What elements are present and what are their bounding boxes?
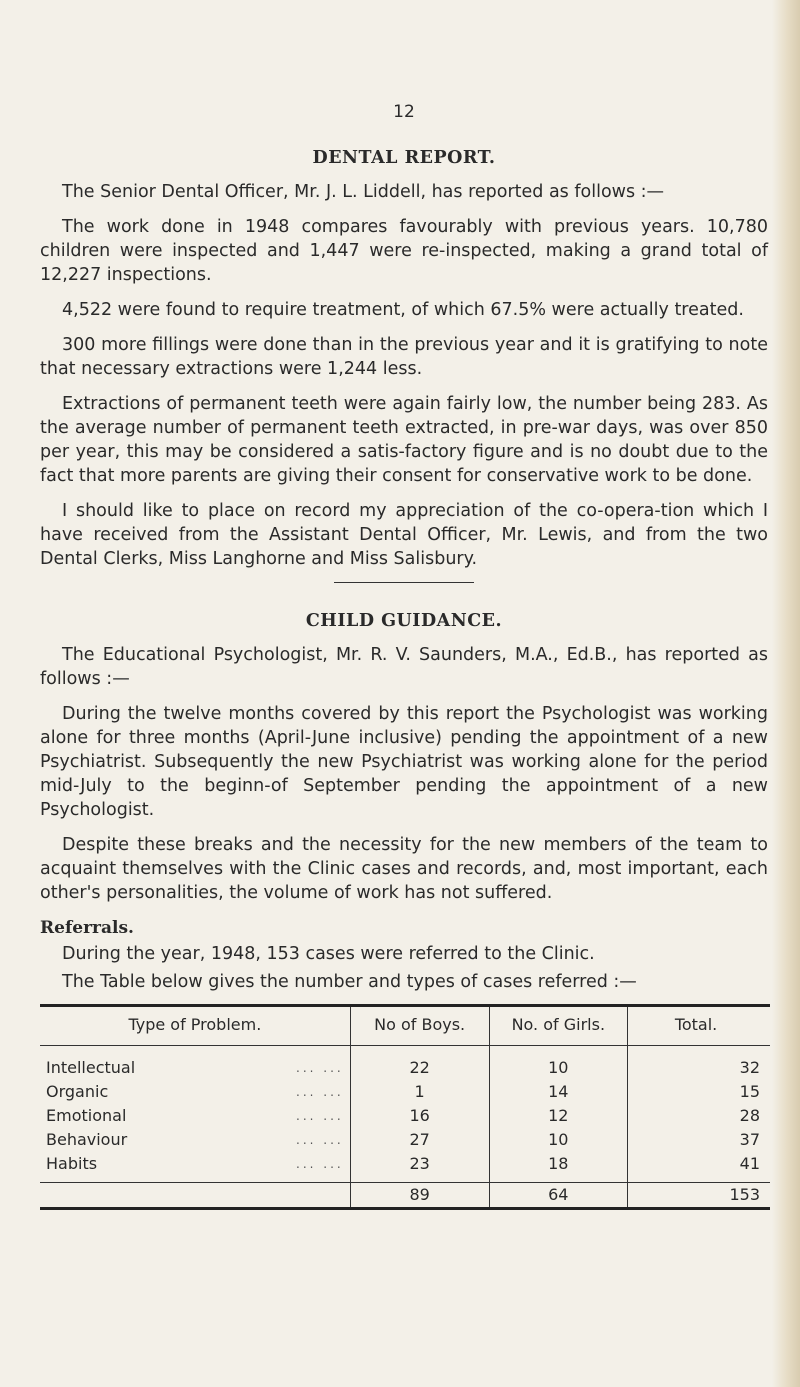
dot-leader: ... ... <box>296 1085 344 1099</box>
total-all: 153 <box>628 1183 770 1209</box>
table-header-row <box>40 1006 770 1046</box>
dot-leader: ... ... <box>296 1061 344 1075</box>
table-row <box>40 1104 770 1128</box>
row-girls: 10 <box>489 1046 628 1081</box>
row-boys: 23 <box>350 1152 489 1183</box>
table-row <box>40 1080 770 1104</box>
row-boys: 1 <box>350 1080 489 1104</box>
table-totals-row <box>40 1183 770 1209</box>
row-total: 15 <box>628 1080 770 1104</box>
dot-leader: ... ... <box>296 1109 344 1123</box>
section-divider <box>334 582 474 583</box>
dot-leader: ... ... <box>296 1133 344 1147</box>
header-type: Type of Problem. <box>40 1006 350 1046</box>
page-number: 12 <box>393 102 415 122</box>
dental-paragraph: Extractions of permanent teeth were again fairly low, the number being 283. As the average number of permanent teeth extracted, in pre-war days, was over 850 per year, this may be considered a satis-factory figure and is no doubt due to the fact that more parents are giving their consent for conservative work to be done. <box>40 394 768 486</box>
total-girls: 64 <box>489 1183 628 1209</box>
header-boys: No of Boys. <box>350 1006 489 1046</box>
total-boys: 89 <box>350 1183 489 1209</box>
row-girls: 18 <box>489 1152 628 1183</box>
header-total: Total. <box>628 1006 770 1046</box>
dental-paragraph: The work done in 1948 compares favourably with previous years. 10,780 children were inspected and 1,447 were re-inspected, making a grand total of 12,227 inspections. <box>40 217 768 285</box>
row-total: 32 <box>628 1046 770 1081</box>
row-girls: 12 <box>489 1104 628 1128</box>
referrals-heading: Referrals. <box>40 918 134 938</box>
row-boys: 22 <box>350 1046 489 1081</box>
referrals-paragraph: During the year, 1948, 153 cases were referred to the Clinic. <box>62 944 595 964</box>
row-type: Habits <box>46 1154 98 1173</box>
child-guidance-heading: CHILD GUIDANCE. <box>305 611 503 631</box>
dental-paragraph: 4,522 were found to require treatment, of which 67.5% were actually treated. <box>62 300 744 320</box>
dental-report-heading: DENTAL REPORT. <box>312 148 496 168</box>
dental-paragraph: 300 more fillings were done than in the previous year and it is gratifying to note that necessary extractions were 1,244 less. <box>40 335 768 379</box>
row-girls: 10 <box>489 1128 628 1152</box>
dot-leader: ... ... <box>296 1157 344 1171</box>
row-type: Organic <box>46 1082 109 1101</box>
row-type: Intellectual <box>46 1058 136 1077</box>
table-row <box>40 1128 770 1152</box>
table-row <box>40 1046 770 1081</box>
row-girls: 14 <box>489 1080 628 1104</box>
referrals-paragraph: The Table below gives the number and types of cases referred :— <box>62 972 637 992</box>
referrals-table <box>40 1004 770 1210</box>
table-row <box>40 1152 770 1183</box>
row-type: Behaviour <box>46 1130 128 1149</box>
row-total: 41 <box>628 1152 770 1183</box>
guidance-paragraph: Despite these breaks and the necessity for the new members of the team to acquaint themselves with the Clinic cases and records, and, most important, each other's personalities, the volume of work has not suffered. <box>40 835 768 903</box>
row-total: 37 <box>628 1128 770 1152</box>
row-total: 28 <box>628 1104 770 1128</box>
dental-paragraph: I should like to place on record my appreciation of the co-opera-tion which I have received from the Assistant Dental Officer, Mr. Lewis, and from the two Dental Clerks, Miss Langhorne and Miss Salisbury. <box>40 501 768 569</box>
header-girls: No. of Girls. <box>489 1006 628 1046</box>
row-boys: 16 <box>350 1104 489 1128</box>
guidance-paragraph: The Educational Psychologist, Mr. R. V. Saunders, M.A., Ed.B., has reported as follows :— <box>40 645 768 689</box>
page-edge-shadow <box>772 0 800 1387</box>
document-page <box>40 100 768 1210</box>
row-type: Emotional <box>46 1106 127 1125</box>
row-boys: 27 <box>350 1128 489 1152</box>
guidance-paragraph: During the twelve months covered by this report the Psychologist was working alone for three months (April-June inclusive) pending the appointment of a new Psychiatrist. Subsequently the new Psychiatrist was working alone for the period mid-July to the beginn-of September pending the appointment of a new Psychologist. <box>40 704 768 820</box>
dental-paragraph: The Senior Dental Officer, Mr. J. L. Liddell, has reported as follows :— <box>62 182 665 202</box>
